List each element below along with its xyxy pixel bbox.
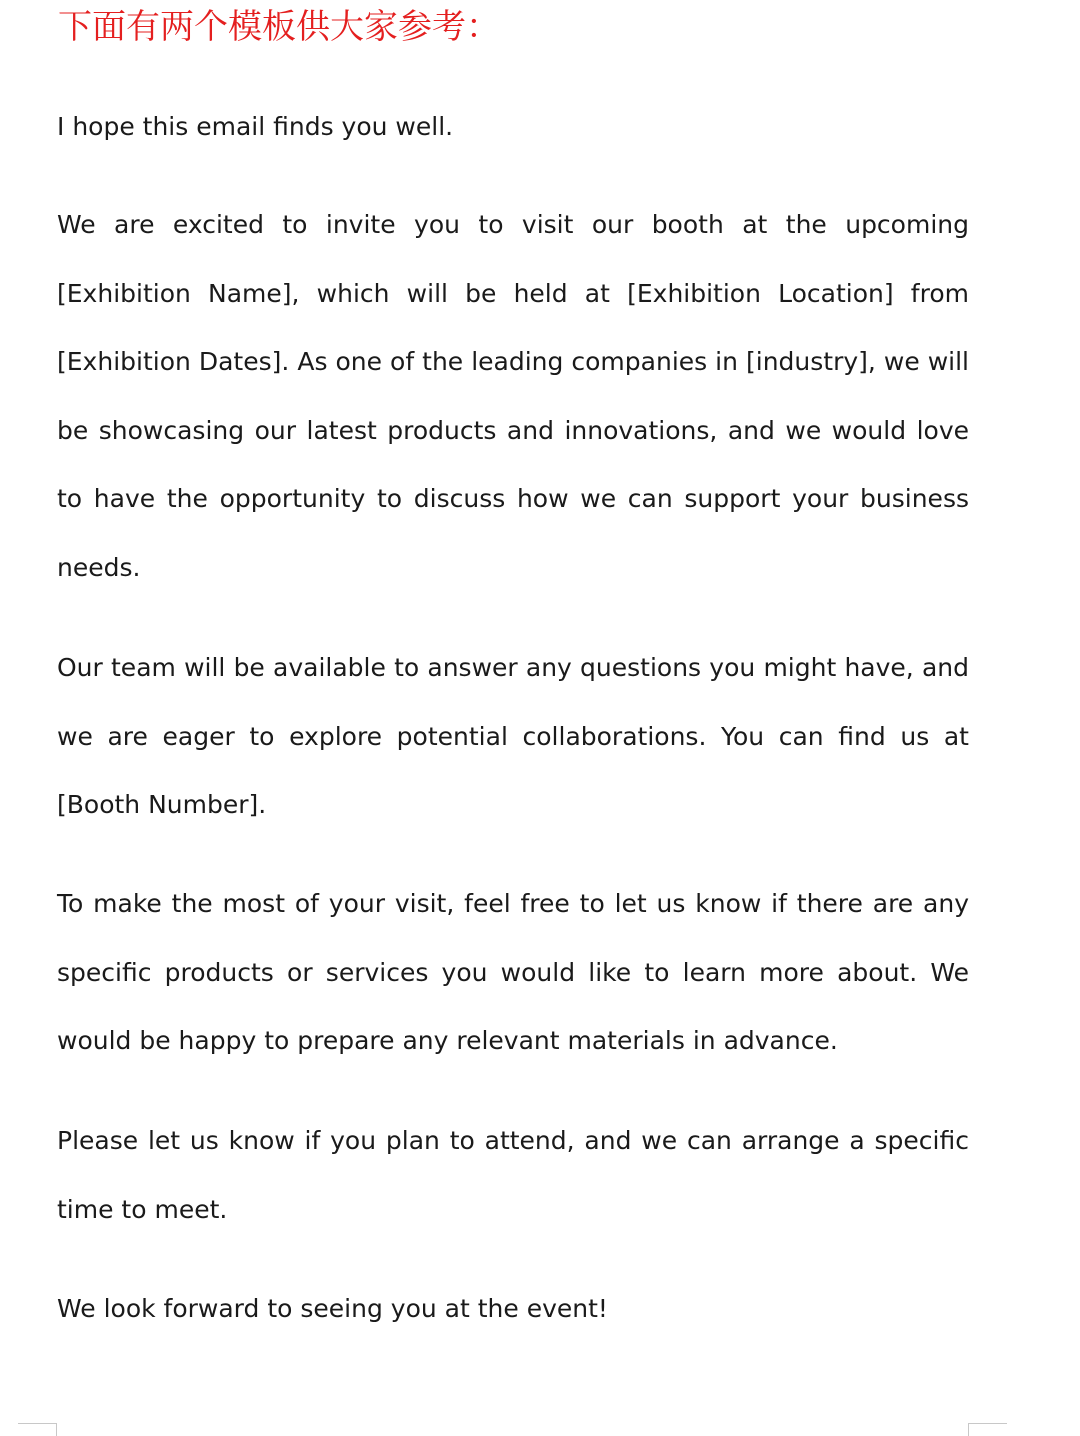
paragraph-visit: To make the most of your visit, feel free to let us know if there are any specific products or services you would like to learn more about. We would be happy to prepare any relevant materials in advance. [57, 889, 969, 1055]
paragraph-greeting: I hope this email finds you well. [57, 112, 454, 141]
page-corner-mark-right [968, 1423, 1007, 1436]
page-corner-mark-left [18, 1423, 57, 1436]
paragraph-attend: Please let us know if you plan to attend, and we can arrange a specific time to meet. [57, 1126, 969, 1224]
document-heading: 下面有两个模板供大家参考： [58, 7, 500, 47]
paragraph-team: Our team will be available to answer any questions you might have, and we are eager to explore potential collaborations. You can find us at [Booth Number]. [57, 653, 969, 819]
paragraph-invitation: We are excited to invite you to visit our booth at the upcoming [Exhibition Name], which will be held at [Exhibition Location] from [Exhibition Dates]. As one of the leading companies in [industry], we will be showcasing our latest products and innovations, and we would love to have the opportunity to discuss how we can support your business needs. [57, 210, 969, 582]
paragraph-closing: We look forward to seeing you at the event! [57, 1294, 608, 1323]
